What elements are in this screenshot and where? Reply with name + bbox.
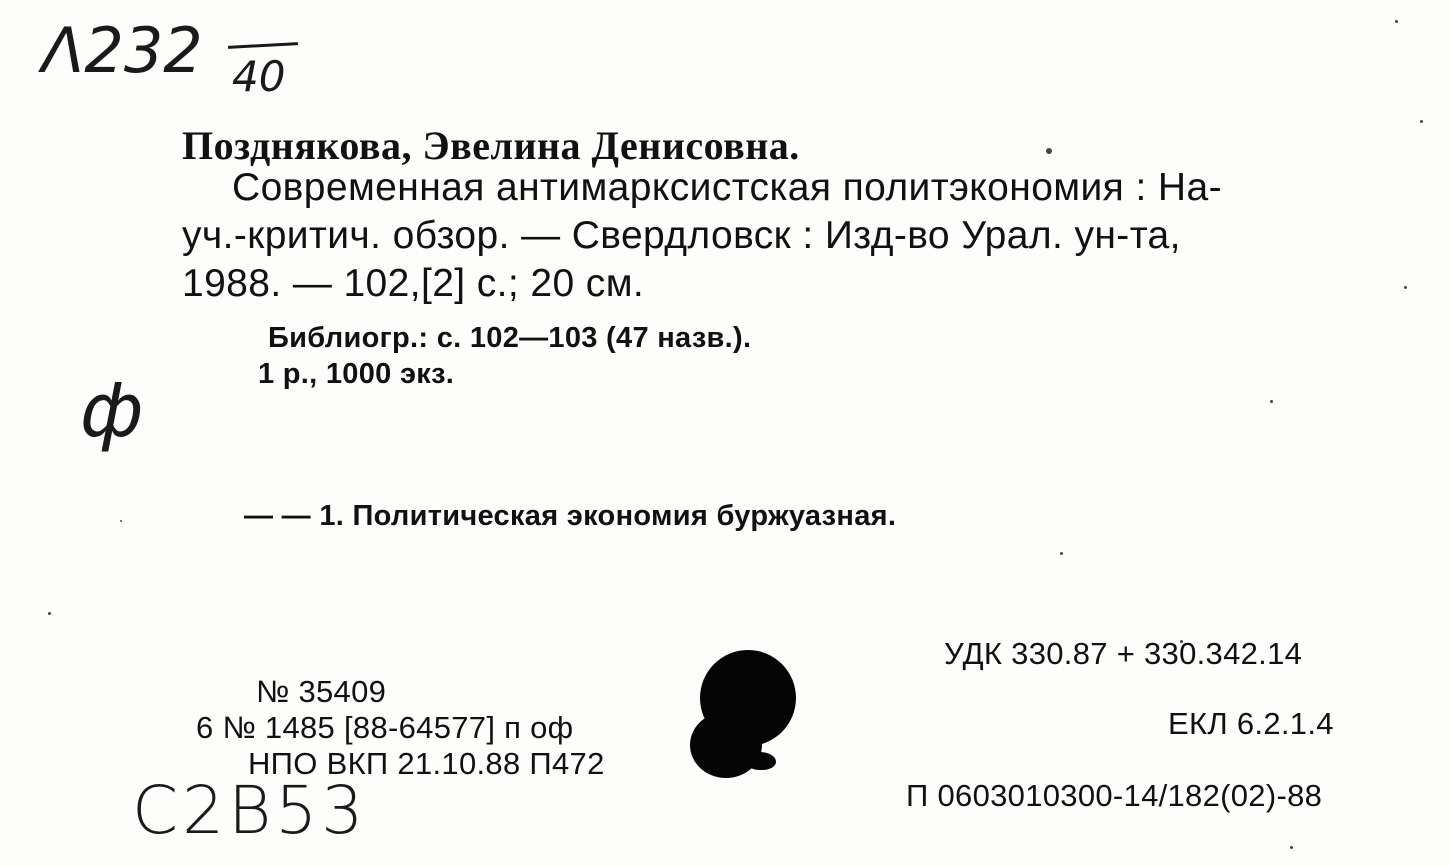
speck <box>1270 400 1273 403</box>
handwritten-shelfmark-sub: 40 <box>232 52 286 101</box>
udk-code: УДК 330.87 + 330.342.14 <box>944 636 1303 671</box>
title-line-1: Современная антимарксистская политэкономия : На- <box>232 166 1222 209</box>
shelfmark-fraction-bar <box>228 42 298 49</box>
speck <box>48 612 51 615</box>
title-line-3: 1988. — 102,[2] с.; 20 см. <box>182 262 645 305</box>
speck <box>1046 148 1052 154</box>
bibliography-note: Библиогр.: с. 102—103 (47 назв.). <box>268 322 752 354</box>
shelfmark-main: Λ232 <box>42 14 203 87</box>
order-line: 6 № 1485 [88-64577] п оф <box>196 710 574 745</box>
speck <box>1060 552 1063 555</box>
title-line-2: уч.-критич. обзор. — Свердловск : Изд-во Урал. ун-та, <box>182 214 1181 257</box>
handwritten-inventory-code: C2B53 <box>132 772 368 849</box>
printer-line: НПО ВКП 21.10.88 П472 <box>248 746 605 781</box>
ink-blot <box>746 752 776 770</box>
handwritten-shelfmark <box>42 14 203 87</box>
author-heading: Позднякова, Эвелина Денисовна. <box>182 123 800 168</box>
speck <box>1420 120 1423 123</box>
speck <box>120 520 122 522</box>
speck <box>1290 846 1293 849</box>
subject-heading: — — 1. Политическая экономия буржуазная. <box>244 500 897 532</box>
record-number: № 35409 <box>256 674 387 709</box>
speck <box>1404 286 1407 289</box>
speck <box>1395 20 1398 23</box>
price-code: П 0603010300-14/182(02)-88 <box>906 778 1323 813</box>
handwritten-side-mark: ф <box>80 368 144 454</box>
ekl-code: ЕКЛ 6.2.1.4 <box>1168 706 1334 741</box>
price-circulation-note: 1 р., 1000 экз. <box>258 358 455 390</box>
